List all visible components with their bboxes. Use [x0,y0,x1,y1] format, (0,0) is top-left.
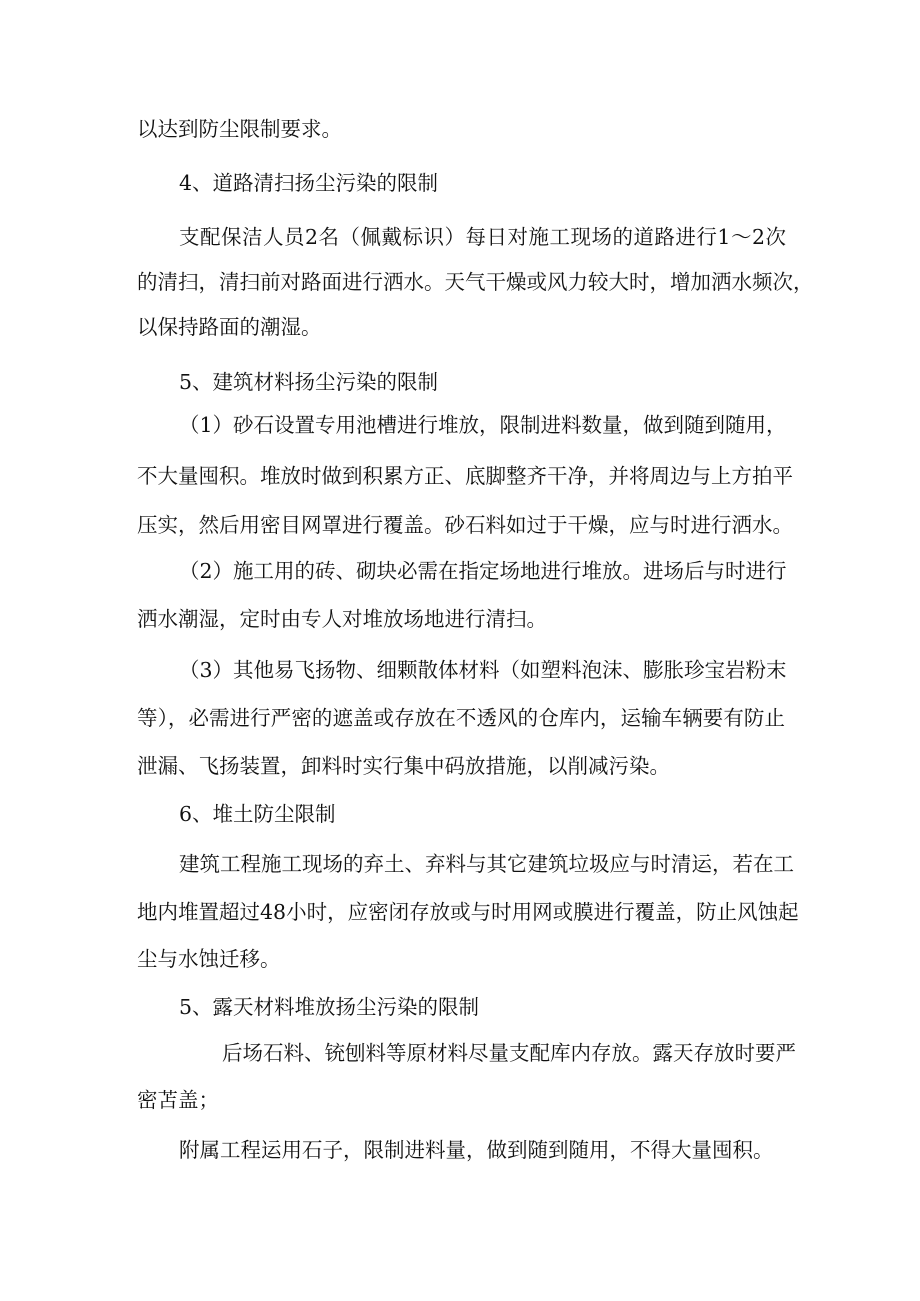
text-line-14: 泄漏、飞扬装置，卸料时实行集中码放措施，以削减污染。 [137,754,670,778]
text-line-12: （3）其他易飞扬物、细颗散体材料（如塑料泡沫、膨胀珍宝岩粉末 [179,658,787,682]
text-line-9: 压实，然后用密目网罩进行覆盖。砂石料如过于干燥，应与时进行洒水。 [137,513,793,537]
text-line-10: （2）施工用的砖、砌块必需在指定场地进行堆放。进场后与时进行 [179,559,787,583]
text-line-8: 不大量囤积。堆放时做到积累方正、底脚整齐干净，并将周边与上方拍平 [137,464,793,488]
heading-5-open-storage: 5、露天材料堆放扬尘污染的限制 [179,995,480,1019]
text-line-3: 支配保洁人员2名（佩戴标识）每日对施工现场的道路进行1～2次 [179,225,786,249]
heading-6: 6、堆土防尘限制 [179,802,336,826]
text-line-17: 地内堆置超过48小时，应密闭存放或与时用网或膜进行覆盖，防止风蚀起 [137,900,799,924]
text-line-13: 等），必需进行严密的遮盖或存放在不透风的仓库内，运输车辆要有防止 [137,706,785,730]
heading-5: 5、建筑材料扬尘污染的限制 [179,370,439,394]
text-line-22: 附属工程运用石子，限制进料量，做到随到随用，不得大量囤积。 [179,1138,774,1162]
text-line-7: （1）砂石设置专用池槽进行堆放，限制进料数量，做到随到随用， [179,413,787,437]
heading-4: 4、道路清扫扬尘污染的限制 [179,171,439,195]
text-line-21: 密苫盖； [137,1088,219,1112]
text-line-1: 以达到防尘限制要求。 [137,117,342,141]
text-line-5: 以保持路面的潮湿。 [137,315,322,339]
text-line-18: 尘与水蚀迁移。 [137,947,281,971]
text-line-16: 建筑工程施工现场的弃土、弃料与其它建筑垃圾应与时清运，若在工 [179,852,794,876]
text-line-20: 后场石料、铳刨料等原材料尽量支配库内存放。露天存放时要严 [222,1041,796,1065]
text-line-11: 洒水潮湿，定时由专人对堆放场地进行清扫。 [137,607,547,631]
text-line-4: 的清扫，清扫前对路面进行洒水。天气干燥或风力较大时，增加洒水频次， [137,270,814,294]
